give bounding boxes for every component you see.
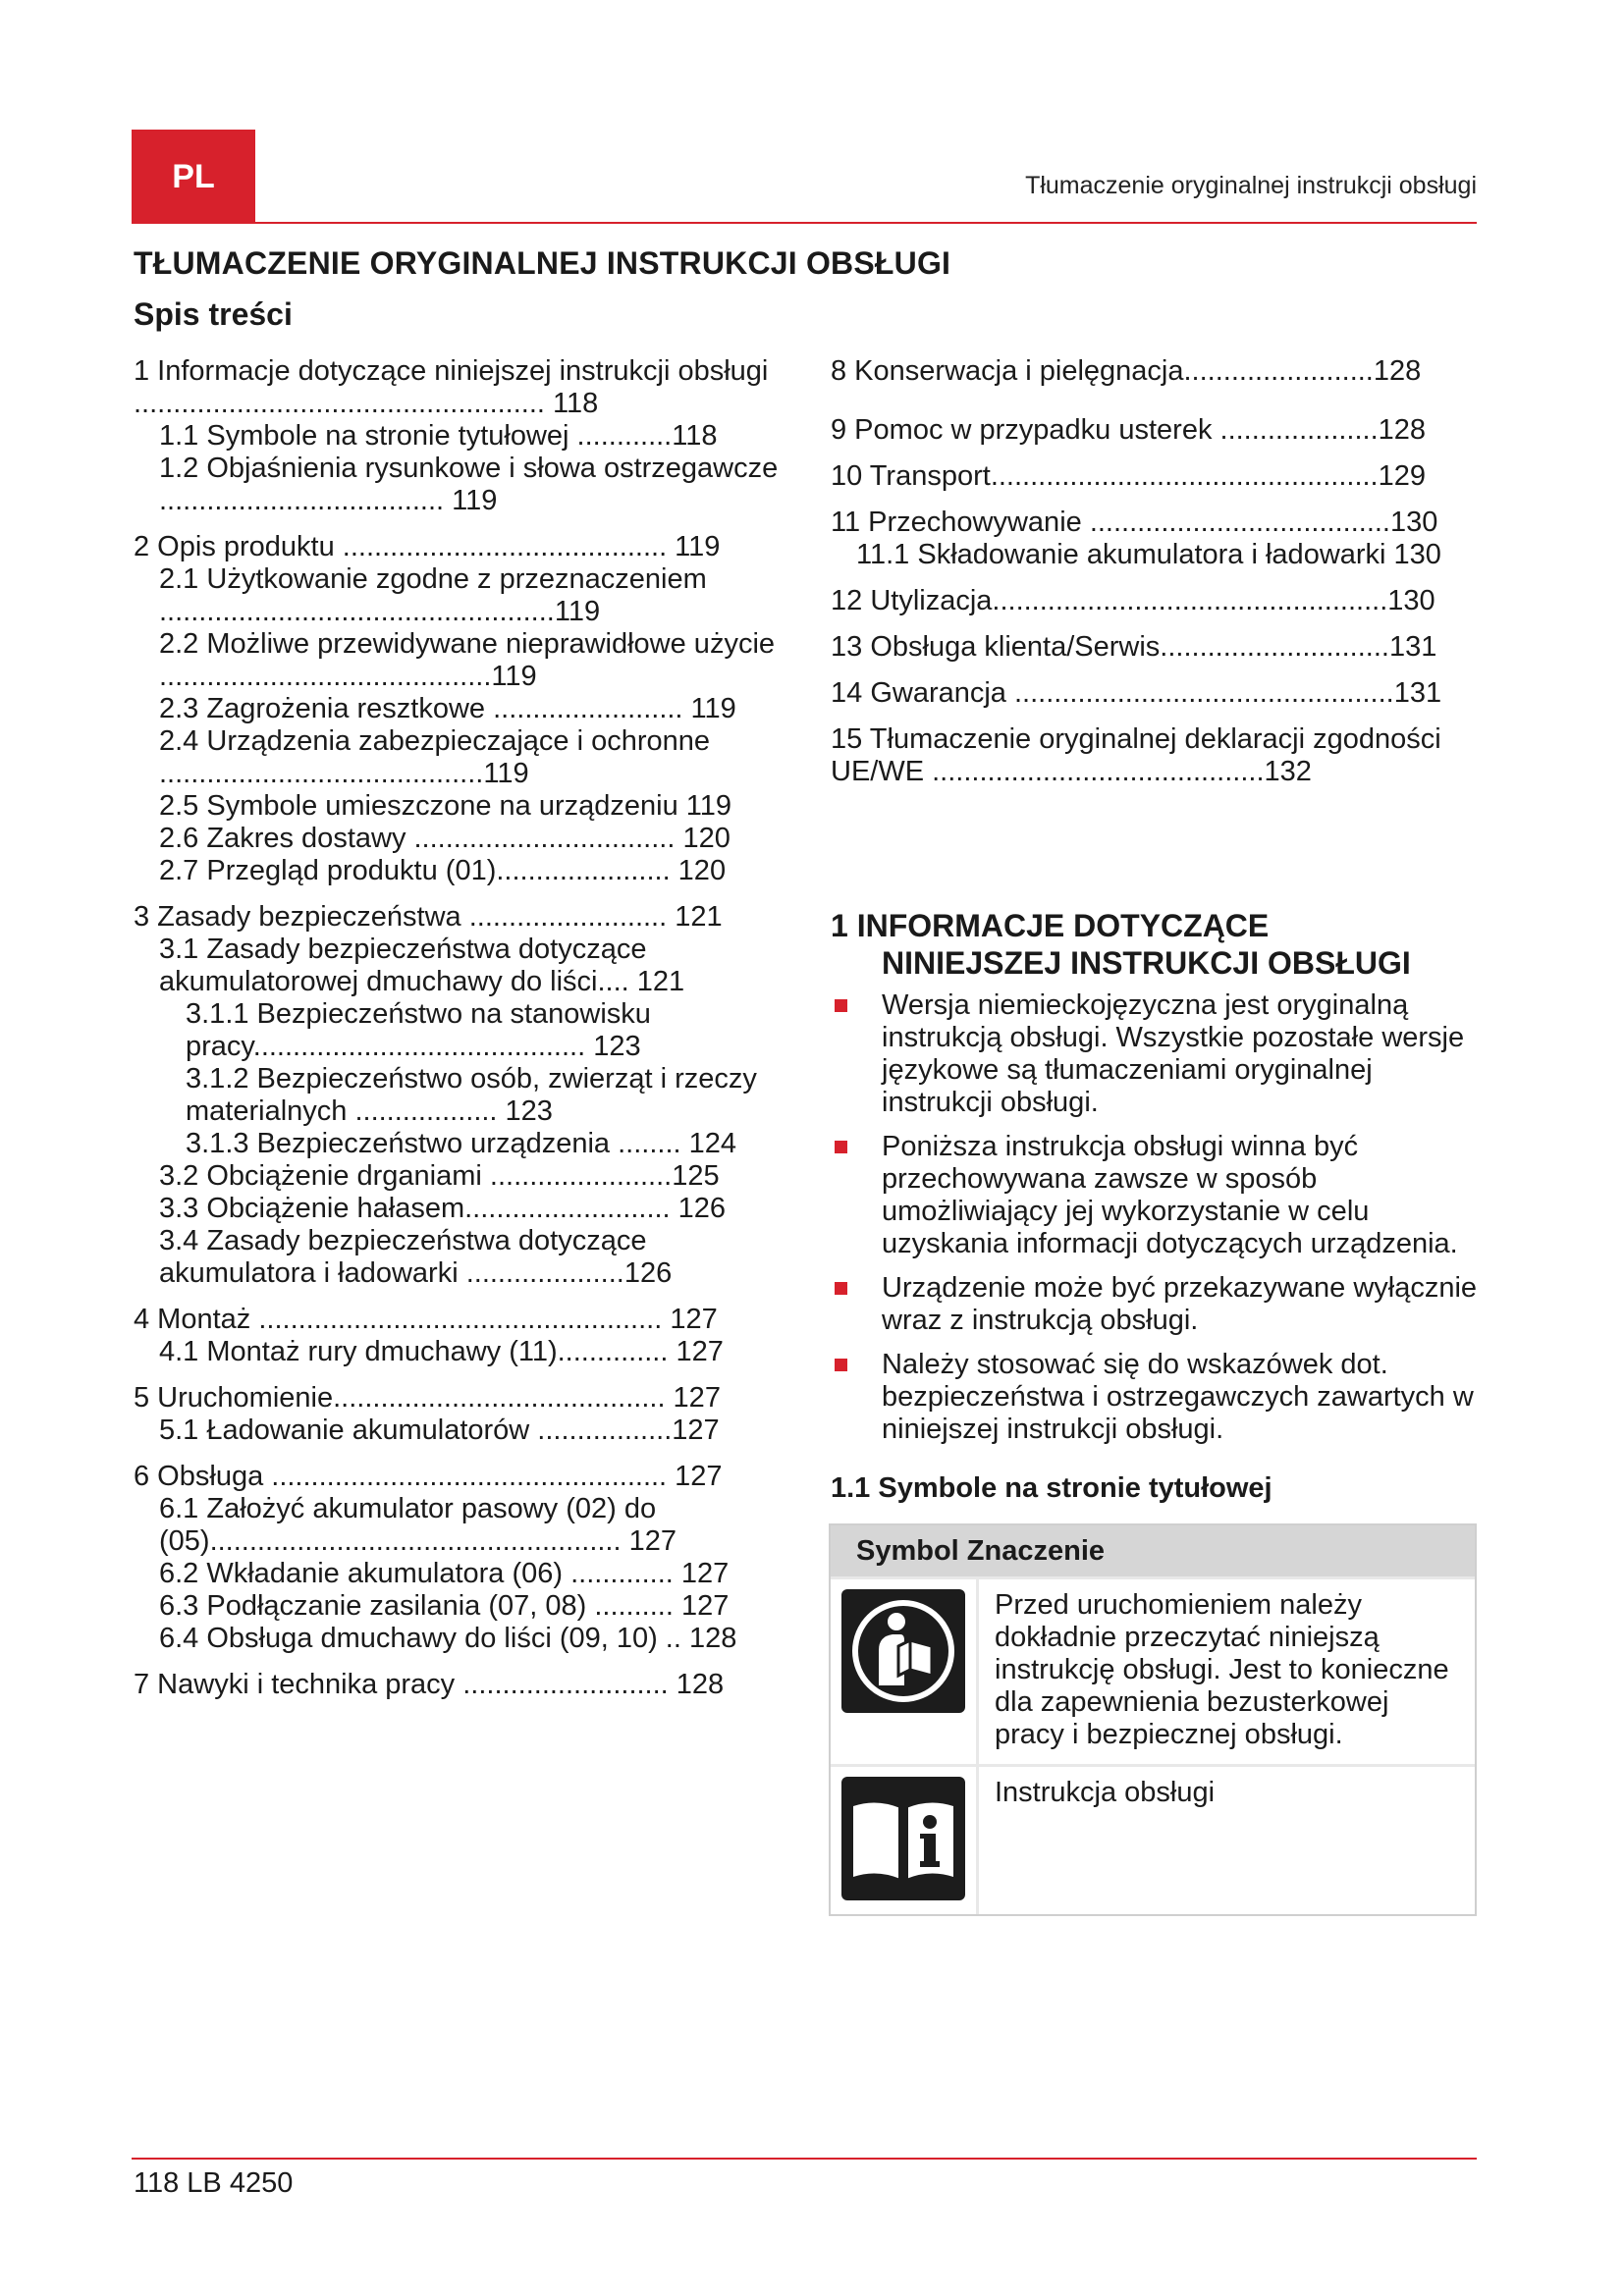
toc-entry[interactable]: 3.1 Zasady bezpieczeństwa dotyczące akumulatorowej dmuchawy do liści.... 121 [159, 934, 685, 997]
section-1-1-heading: 1.1 Symbole na stronie tytułowej [831, 1472, 1272, 1504]
toc-entry[interactable]: 2.4 Urządzenia zabezpieczające i ochronne .........................................119 [159, 725, 711, 789]
toc-entry[interactable]: 3.4 Zasady bezpieczeństwa dotyczące akumulatora i ładowarki ....................126 [159, 1225, 673, 1289]
bullet-item: Należy stosować się do wskazówek dot. bezpieczeństwa i ostrzegawczych zawartych w niniejszej instrukcji obsługi. [831, 1349, 1479, 1446]
toc-heading: Spis treści [134, 296, 293, 332]
section-1-heading [831, 907, 1459, 982]
symbol-table-row [831, 1764, 1475, 1914]
toc-entry[interactable]: 5.1 Ładowanie akumulatorów .................127 [159, 1415, 720, 1446]
toc-entry[interactable]: 11.1 Składowanie akumulatora i ładowarki 130 [856, 539, 1441, 570]
bullet-item: Urządzenie może być przekazywane wyłącznie wraz z instrukcją obsługi. [831, 1272, 1479, 1337]
read-manual-person-icon [841, 1589, 965, 1713]
document-title: TŁUMACZENIE ORYGINALNEJ INSTRUKCJI OBSŁUGI [134, 245, 951, 281]
toc-entry[interactable]: 3.2 Obciążenie drganiami .......................125 [159, 1160, 720, 1192]
toc-entry[interactable]: 2.6 Zakres dostawy ................................. 120 [159, 823, 731, 854]
toc-entry[interactable]: 3.3 Obciążenie hałasem.......................... 126 [159, 1193, 727, 1224]
red-square-bullet-icon [835, 999, 847, 1012]
symbol-table-row [831, 1576, 1475, 1764]
bullet-item: Poniższa instrukcja obsługi winna być przechowywana zawsze w sposób umożliwiający jej wykorzystanie w celu uzyskania informacji dotyczących urządzenia. [831, 1131, 1479, 1260]
toc-entry[interactable]: 4 Montaż ................................................... 127 [134, 1304, 718, 1335]
toc-entry[interactable]: 9 Pomoc w przypadku usterek ....................128 [831, 414, 1427, 446]
toc-entry[interactable]: 3 Zasady bezpieczeństwa ......................... 121 [134, 901, 723, 933]
footer-divider [132, 2158, 1477, 2160]
toc-entry[interactable]: 3.1.1 Bezpieczeństwo na stanowisku pracy.......................................... 123 [186, 998, 651, 1062]
toc-entry[interactable]: 14 Gwarancja ................................................131 [831, 677, 1442, 709]
toc-entry[interactable]: 5 Uruchomienie.......................................... 127 [134, 1382, 721, 1414]
toc-entry[interactable]: 11 Przechowywanie ......................................130 [831, 507, 1438, 538]
running-header-title: Tłumaczenie oryginalnej instrukcji obsługi [1025, 172, 1477, 199]
toc-entry[interactable]: 8 Konserwacja i pielęgnacja........................128 [831, 355, 1422, 387]
page-number: 118 LB 4250 [134, 2167, 294, 2199]
language-badge: PL [132, 130, 255, 224]
section-1-heading-line2: NINIEJSZEJ INSTRUKCJI OBSŁUGI [882, 945, 1411, 981]
section-1-heading-line1: 1 INFORMACJE DOTYCZĄCE [831, 908, 1270, 943]
toc-entry[interactable]: 2 Opis produktu ......................................... 119 [134, 531, 721, 562]
red-square-bullet-icon [835, 1141, 847, 1153]
toc-entry[interactable]: 7 Nawyki i technika pracy .......................... 128 [134, 1669, 725, 1700]
symbol-table [829, 1523, 1477, 1916]
toc-left-column [134, 355, 782, 1701]
symbol-meaning: Przed uruchomieniem należy dokładnie przeczytać niniejszą instrukcję obsługi. Jest to konieczne dla zapewnienia bezusterkowej pracy i bezpiecznej obsługi. [995, 1589, 1449, 1750]
header-divider [132, 222, 1477, 224]
red-square-bullet-icon [835, 1282, 847, 1295]
toc-entry[interactable]: 2.5 Symbole umieszczone na urządzeniu 119 [159, 790, 732, 822]
toc-entry[interactable]: 12 Utylizacja..................................................130 [831, 585, 1435, 616]
toc-entry[interactable]: 2.1 Użytkowanie zgodne z przeznaczeniem ..................................................119 [159, 563, 707, 627]
toc-right-column [831, 355, 1447, 788]
section-1-bullet-list [831, 989, 1479, 1458]
toc-entry[interactable]: 4.1 Montaż rury dmuchawy (11).............. 127 [159, 1336, 724, 1367]
toc-entry[interactable]: 2.3 Zagrożenia resztkowe ........................ 119 [159, 693, 736, 724]
toc-entry[interactable]: 6.3 Podłączanie zasilania (07, 08) .......... 127 [159, 1590, 730, 1622]
toc-entry[interactable]: 6.1 Założyć akumulator pasowy (02) do (05).................................................... 127 [159, 1493, 677, 1557]
toc-entry[interactable]: 6 Obsługa .................................................. 127 [134, 1461, 723, 1492]
toc-entry[interactable]: 1 Informacje dotyczące niniejszej instrukcji obsługi .................................................... 118 [134, 355, 769, 419]
toc-entry[interactable]: 15 Tłumaczenie oryginalnej deklaracji zgodności UE/WE ..........................................132 [831, 723, 1441, 787]
manual-info-book-icon [841, 1777, 965, 1900]
symbol-table-header: Symbol Znaczenie [831, 1525, 1475, 1576]
toc-entry[interactable]: 3.1.2 Bezpieczeństwo osób, zwierząt i rzeczy materialnych .................. 123 [186, 1063, 757, 1127]
toc-entry[interactable]: 6.2 Wkładanie akumulatora (06) ............. 127 [159, 1558, 730, 1589]
toc-entry[interactable]: 13 Obsługa klienta/Serwis.............................131 [831, 631, 1437, 663]
toc-entry[interactable]: 10 Transport.................................................129 [831, 460, 1426, 492]
toc-entry[interactable]: 3.1.3 Bezpieczeństwo urządzenia ........ 124 [186, 1128, 736, 1159]
toc-entry[interactable]: 1.1 Symbole na stronie tytułowej ............118 [159, 420, 718, 452]
bullet-item: Wersja niemieckojęzyczna jest oryginalną instrukcją obsługi. Wszystkie pozostałe wersje językowe są tłumaczeniami oryginalnej instrukcji obsługi. [831, 989, 1479, 1119]
toc-entry[interactable]: 2.2 Możliwe przewidywane nieprawidłowe użycie ..........................................119 [159, 628, 776, 692]
red-square-bullet-icon [835, 1359, 847, 1371]
toc-entry[interactable]: 1.2 Objaśnienia rysunkowe i słowa ostrzegawcze .................................... 119 [159, 453, 779, 516]
toc-entry[interactable]: 2.7 Przegląd produktu (01)...................... 120 [159, 855, 727, 886]
symbol-meaning: Instrukcja obsługi [995, 1777, 1216, 1808]
toc-entry[interactable]: 6.4 Obsługa dmuchawy do liści (09, 10) .. 128 [159, 1623, 737, 1654]
